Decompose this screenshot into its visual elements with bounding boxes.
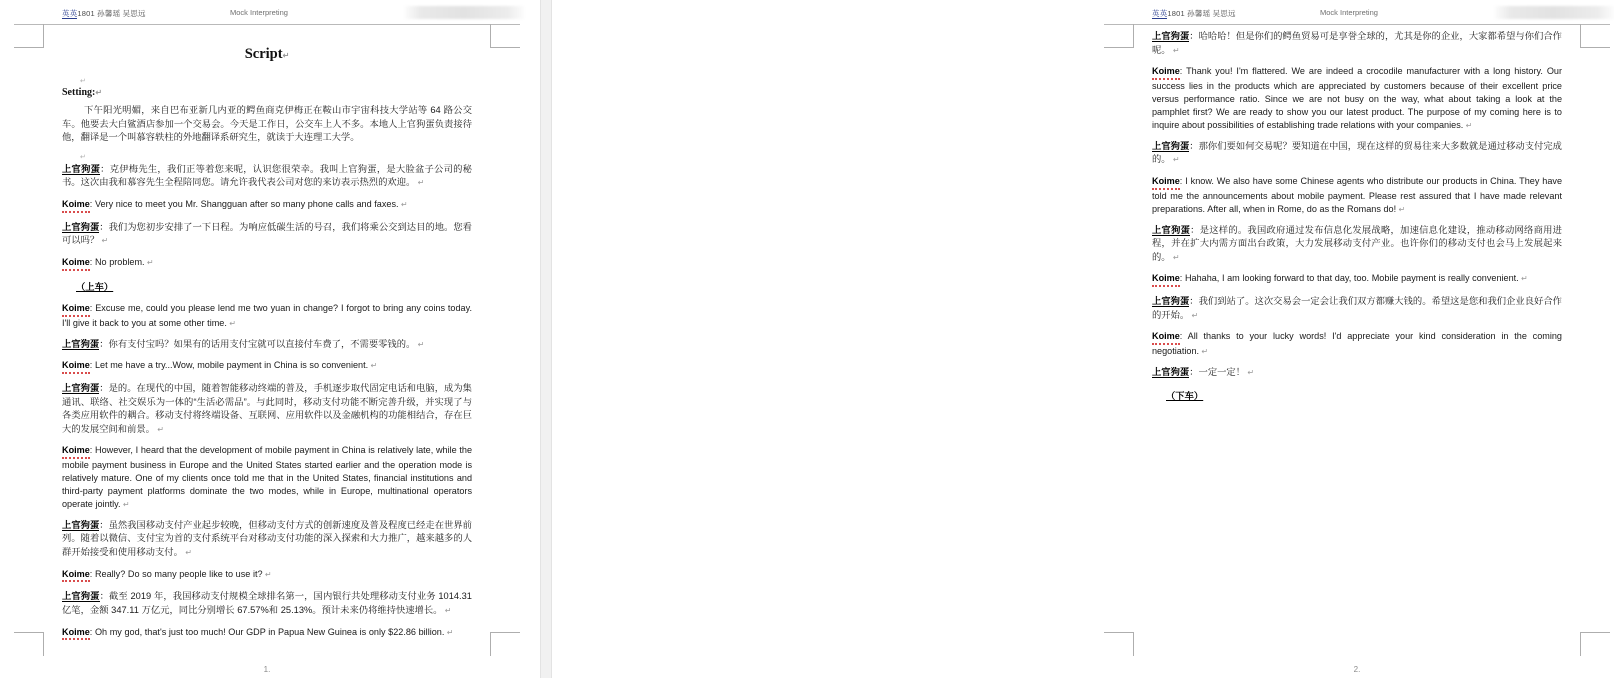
speaker-separator: : xyxy=(89,568,95,579)
stage-direction xyxy=(1166,388,1562,402)
header-author-rest: 1801 孙馨瑶 吴思远 xyxy=(1167,9,1236,18)
dialogue-text: 是的。在现代的中国，随着智能移动终端的普及，手机逐步取代固定电话和电脑，成为集通讯、联络、社交娱乐为一体的“生活必需品”。与此同时，移动支付功能不断完善升级，并实现了与各类应用软件的耦合。移动支付将终端设备、互联网、应用软件以及金融机构的功能相结合，存在巨大的发展空间和前景。 xyxy=(62,383,472,434)
paragraph-mark-icon: ↵ xyxy=(120,499,130,509)
page-1-dialogue-list xyxy=(62,163,472,641)
dialogue-line xyxy=(1152,295,1562,322)
header-center-title: Mock Interpreting xyxy=(1320,8,1378,17)
crop-mark-bottom-left xyxy=(14,632,44,656)
paragraph-mark-icon: ↵ xyxy=(1189,310,1199,320)
paragraph-mark-icon: ↵ xyxy=(226,318,236,328)
paragraph-mark: ↵ xyxy=(80,78,86,85)
speaker-name: Koime xyxy=(1152,65,1180,80)
stage-direction xyxy=(76,279,472,293)
header-author-rest: 1801 孙馨瑶 吴思远 xyxy=(77,9,146,18)
speaker-name: 上官狗蛋 xyxy=(62,383,100,394)
crop-mark-bottom-right xyxy=(1580,632,1610,656)
header-redacted-block xyxy=(1494,6,1614,19)
page-1-number: 1. xyxy=(263,665,271,674)
paragraph-mark-icon: ↵ xyxy=(1518,274,1528,284)
speaker-name: Koime xyxy=(1152,175,1180,190)
speaker-separator: : xyxy=(89,302,96,313)
dialogue-text: 你有支付宝吗？如果有的话用支付宝就可以直接付车费了，不需要零钱的。 xyxy=(108,338,416,349)
paragraph-mark-icon: ↵ xyxy=(154,424,165,434)
dialogue-text: I know. We also have some Chinese agents who distribute our products in China. They have told me the announcements about mobile payment. Please rest assured that I have made relevant preparations. After all, when in Rome, do as the Romans do! xyxy=(1152,175,1563,214)
paragraph-mark-icon: ↵ xyxy=(1245,368,1255,378)
speaker-name: 上官狗蛋 xyxy=(1152,367,1190,378)
speaker-separator: ： xyxy=(1190,224,1200,235)
speaker-separator: ： xyxy=(99,221,109,232)
header-author-underlined: 英英 xyxy=(62,9,78,18)
speaker-name: 上官狗蛋 xyxy=(62,338,100,349)
speaker-separator: ： xyxy=(99,519,109,530)
page-2-body xyxy=(1152,30,1562,652)
page-1-sheet xyxy=(62,0,472,678)
paragraph-mark-icon: ↵ xyxy=(1170,252,1180,262)
dialogue-text: 截至 2019 年，我国移动支付规模全球排名第一，国内银行共处理移动支付业务 1014.31 亿笔，金额 347.11 万亿元，同比分别增长 67.57%和 25.13%。预计未来仍将维持快速增长。 xyxy=(62,591,472,615)
speaker-name: Koime xyxy=(62,302,90,317)
speaker-separator: ： xyxy=(1189,31,1199,41)
header-rule xyxy=(14,24,520,25)
speaker-separator: : xyxy=(89,626,95,637)
dialogue-line xyxy=(62,444,472,511)
page-1-body xyxy=(62,30,472,652)
speaker-name: 上官狗蛋 xyxy=(1152,140,1190,151)
dialogue-text: Hahaha, I am looking forward to that day, too. Mobile payment is really convenient. xyxy=(1184,273,1519,284)
speaker-separator: ： xyxy=(99,383,109,394)
speaker-name: 上官狗蛋 xyxy=(62,221,100,232)
paragraph-mark-icon: ↵ xyxy=(99,236,109,246)
dialogue-line xyxy=(1152,366,1562,380)
header-author-line xyxy=(62,8,146,19)
header-center-title: Mock Interpreting xyxy=(230,8,288,17)
speaker-name: Koime xyxy=(1152,330,1180,345)
header-author-line xyxy=(1152,8,1236,19)
dialogue-line xyxy=(1152,140,1562,167)
speaker-name: Koime xyxy=(62,568,90,583)
paragraph-mark-icon: ↵ xyxy=(442,605,452,615)
crop-mark-bottom-right xyxy=(490,632,520,656)
document-page-2 xyxy=(540,0,1563,678)
speaker-separator: ： xyxy=(99,591,109,602)
speaker-separator: ： xyxy=(99,338,109,349)
dialogue-line xyxy=(62,338,472,352)
page-gutter xyxy=(540,0,552,678)
speaker-name: Koime xyxy=(62,256,90,271)
speaker-name: 上官狗蛋 xyxy=(1152,296,1190,307)
page-2-dialogue-list xyxy=(1152,30,1562,402)
speaker-separator: : xyxy=(89,198,95,209)
speaker-separator: ： xyxy=(1189,296,1199,307)
dialogue-line xyxy=(1152,224,1562,265)
page-2-number: 2. xyxy=(1353,665,1361,674)
speaker-separator: ： xyxy=(1189,367,1199,378)
speaker-name: 上官狗蛋 xyxy=(62,163,101,174)
crop-mark-top-left xyxy=(14,24,44,48)
dialogue-line xyxy=(62,359,472,374)
paragraph-mark-icon: ↵ xyxy=(1463,120,1473,130)
dialogue-line xyxy=(62,302,472,330)
dialogue-line xyxy=(62,256,472,271)
dialogue-line xyxy=(62,221,472,248)
dialogue-text: Thank you! I'm flattered. We are indeed a crocodile manufacturer with a long history. Our success lies in the products which are appreciated by customers because of their excellent price versus performance ratio. Since we are not busy on the way, what about taking a look at the pamphlet first? We are ready to show you our latest product. The purpose of my coming here is to inquire about possibilities of establishing trade relations with your companies. xyxy=(1152,66,1562,130)
dialogue-line xyxy=(62,198,472,213)
paragraph-mark-icon: ↵ xyxy=(368,361,378,371)
dialogue-line xyxy=(1152,330,1562,358)
paragraph-mark-icon: ↵ xyxy=(1170,155,1180,165)
dialogue-text: 虽然我国移动支付产业起步较晚，但移动支付方式的创新速度及普及程度已经走在世界前列。随着以微信、支付宝为首的支付系统平台对移动支付功能的深入探索和大力推广，越来越多的人群开始接受和使用移动支付。 xyxy=(62,519,472,557)
header-rule xyxy=(1104,24,1610,25)
dialogue-line xyxy=(62,568,472,583)
dialogue-text: 克伊梅先生，我们正等着您来呢，认识您很荣幸。我叫上官狗蛋，是大脸盆子公司的秘书。这次由我和慕容先生全程陪同您。请允许我代表公司对您的来访表示热烈的欢迎。 xyxy=(62,163,472,188)
dialogue-line xyxy=(1152,65,1562,132)
crop-mark-bottom-left xyxy=(1104,632,1134,656)
dialogue-line xyxy=(62,163,472,190)
speaker-name: Koime xyxy=(62,444,90,459)
dialogue-line xyxy=(62,626,472,641)
speaker-name: 上官狗蛋 xyxy=(1152,31,1190,41)
paragraph-mark-icon: ↵ xyxy=(415,178,425,188)
dialogue-text: No problem. xyxy=(94,256,145,267)
speaker-name: Koime xyxy=(62,626,90,641)
dialogue-text: 哈哈哈！但是你们的鳄鱼贸易可是享誉全球的，尤其是你的企业，大家都希望与你们合作呢。 xyxy=(1152,31,1562,55)
speaker-name: 上官狗蛋 xyxy=(62,591,100,602)
crop-mark-top-right xyxy=(490,24,520,48)
dialogue-line xyxy=(1152,272,1562,287)
dialogue-line xyxy=(62,519,472,560)
speaker-name: Koime xyxy=(62,198,90,213)
document-page-1 xyxy=(0,0,540,678)
dialogue-text: Very nice to meet you Mr. Shangguan after so many phone calls and faxes. xyxy=(94,198,399,209)
paragraph-mark-icon: ↵ xyxy=(144,257,154,267)
stage-direction-text: （上车） xyxy=(76,281,114,292)
dialogue-line xyxy=(1152,30,1562,57)
speaker-separator: : xyxy=(89,360,95,371)
speaker-separator: ： xyxy=(1189,140,1199,151)
speaker-separator: : xyxy=(1179,66,1187,77)
speaker-separator: : xyxy=(1179,331,1188,342)
page-2-header xyxy=(1152,0,1562,26)
speaker-name: 上官狗蛋 xyxy=(1152,224,1191,235)
dialogue-text: 我们为您初步安排了一下日程。为响应低碳生活的号召，我们将乘公交到达目的地。您看可以吗？ xyxy=(62,221,472,246)
speaker-name: Koime xyxy=(1152,272,1180,287)
dialogue-text: However, I heard that the development of mobile payment in China is relatively late, while the mobile payment business in Europe and the United States started earlier and the operation mode is relatively mature. One of my clients once told me that in the United States, financial institutions and third-party payment platforms dominate the two modes, while in Europe, multinational operators operate jointly. xyxy=(62,445,473,509)
paragraph-mark-icon: ↵ xyxy=(415,339,425,349)
setting-paragraph: 下午阳光明媚，来自巴布亚新几内亚的鳄鱼商克伊梅正在鞍山市宇宙科技大学站等 64 路公交车。他要去大白鲨酒店参加一个交易会。今天是工作日，公交车上人不多。本地人上官狗蛋负责接待他，翻译是一个叫慕容轶柱的外地翻译系研究生，就读于大连理工大学。 xyxy=(62,105,472,143)
dialogue-text: Let me have a try...Wow, mobile payment in China is so convenient. xyxy=(94,360,369,371)
dialogue-text: 我们到站了。这次交易会一定会让我们双方都赚大钱的。希望这是您和我们企业良好合作的开始。 xyxy=(1152,296,1562,320)
stage-direction-text: （下车） xyxy=(1166,390,1204,401)
paragraph-mark-icon: ↵ xyxy=(398,199,408,209)
dialogue-text: 是这样的。我国政府通过发布信息化发展战略，加速信息化建设，推动移动网络商用进程，并在扩大内需方面出台政策，大力发展移动支付产业。也许你们的移动支付也会马上发展起来的。 xyxy=(1152,224,1562,262)
dialogue-text: Oh my god, that's just too much! Our GDP in Papua New Guinea is only $22.86 billion. xyxy=(94,626,445,637)
speaker-separator: : xyxy=(89,256,95,267)
crop-mark-top-left xyxy=(1104,24,1134,48)
dialogue-text: 那你们要如何交易呢？要知道在中国，现在这样的贸易往来大多数就是通过移动支付完成的。 xyxy=(1152,140,1562,165)
dialogue-text: 一定一定！ xyxy=(1198,367,1246,378)
dialogue-line xyxy=(62,382,472,436)
crop-mark-top-right xyxy=(1580,24,1610,48)
page-1-header xyxy=(62,0,472,26)
paragraph-mark-icon: ↵ xyxy=(1396,204,1406,214)
header-redacted-block xyxy=(404,6,524,19)
speaker-separator: : xyxy=(1179,175,1186,186)
speaker-name: Koime xyxy=(62,359,90,374)
dialogue-line xyxy=(1152,175,1562,216)
page-title: Script↵ xyxy=(244,46,290,62)
paragraph-mark-icon: ↵ xyxy=(1170,45,1180,55)
paragraph-mark-icon: ↵ xyxy=(262,569,272,579)
speaker-separator: ： xyxy=(100,163,110,174)
setting-label: Setting:↵ xyxy=(62,87,103,98)
speaker-separator: : xyxy=(89,445,96,456)
page-2-sheet xyxy=(1152,0,1562,678)
dialogue-text: Really? Do so many people like to use it? xyxy=(94,568,263,579)
dialogue-text: All thanks to your lucky words! I'd appreciate your kind consideration in the coming negotiation. xyxy=(1152,331,1562,357)
dialogue-line xyxy=(62,590,472,617)
speaker-separator: : xyxy=(1179,273,1185,284)
paragraph-mark-icon: ↵ xyxy=(444,627,454,637)
speaker-name: 上官狗蛋 xyxy=(62,519,100,530)
paragraph-mark-icon: ↵ xyxy=(182,547,192,557)
header-author-underlined: 英英 xyxy=(1152,9,1168,18)
paragraph-mark-icon: ↵ xyxy=(1199,347,1209,357)
dialogue-text: Excuse me, could you please lend me two yuan in change? I forgot to bring any coins today. I'll give it back to you at some other time. xyxy=(62,302,472,328)
paragraph-mark-2: ↵ xyxy=(80,153,86,161)
